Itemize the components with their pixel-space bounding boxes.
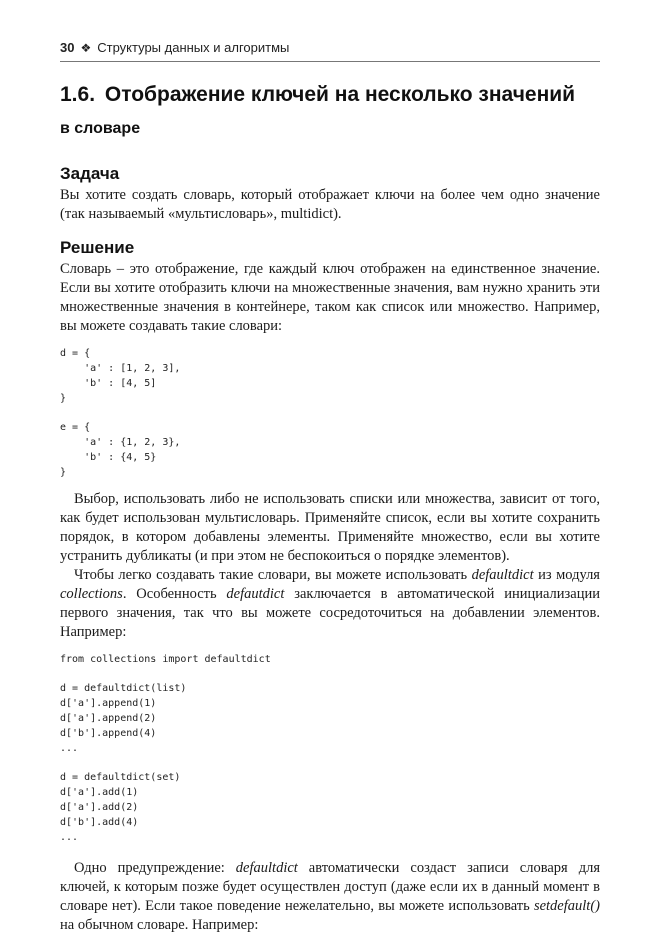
choice-paragraph: Выбор, использовать либо не использовать списки или множества, зависит от того, как будет использован мультисловарь. Применяйте список, если вы хотите сохранить порядок, в котором добавлены элементы. Применяйте множество, если вы хотите устранить дубликаты (и при этом не беспокоиться о порядке элементов). (60, 491, 600, 564)
section-title-line1: Отображение ключей на несколько значений (104, 83, 576, 106)
defaultdict-paragraph: Чтобы легко создавать такие словари, вы можете использовать defaultdict из модуля collections. Особенность defautdict заключается в автоматической инициализации первого значения, так что вы можете сосредоточиться на добавлении элементов. Например: (60, 567, 600, 640)
warning-paragraph: Одно предупреждение: defaultdict автоматически создаст записи словаря для ключей, к которым позже будет осуществлен доступ (даже если их в данный момент в словаре нет). Если такое поведение нежелательно, вы можете использовать setdefault() на обычном словаре. Например: (60, 860, 601, 933)
code-block-defaultdict-list: d = defaultdict(list) d['a'].append(1) d['a'].append(2) d['b'].append(4) ... (60, 683, 187, 754)
defaultdict-term: defaultdict (471, 567, 534, 583)
code-block-list-dict: d = { 'a' : [1, 2, 3], 'b' : [4, 5] } (60, 348, 181, 404)
defaultdict-term: defaultdict (235, 860, 298, 876)
task-paragraph: Вы хотите создать словарь, который отображает ключи на более чем одно значение (так называемый «мультисловарь», multidict). (60, 187, 600, 222)
task-heading: Задача (60, 164, 120, 183)
book-page (60, 40, 600, 935)
solution-intro-paragraph: Словарь – это отображение, где каждый ключ отображен на единственное значение. Если вы хотите отобразить ключи на множественные значения, вам нужно хранить эти множественные значения в контейнере, таком как список или множество. Например, вы можете создавать такие словари: (60, 261, 600, 334)
code-block-defaultdict-set: d = defaultdict(set) d['a'].add(1) d['a'].add(2) d['b'].add(4) ... (60, 772, 181, 843)
page-number: 30 (60, 40, 75, 55)
code-block-import: from collections import defaultdict (60, 654, 271, 665)
collections-term: collections (60, 586, 123, 602)
chapter-title: Структуры данных и алгоритмы (97, 40, 290, 55)
solution-heading: Решение (60, 238, 135, 257)
section-title-line2: в словаре (60, 120, 141, 137)
defautdict-term: defautdict (226, 586, 285, 602)
setdefault-term: setdefault() (533, 898, 600, 914)
section-heading (60, 78, 600, 146)
section-number: 1.6. (60, 83, 96, 106)
code-block-set-dict: e = { 'a' : {1, 2, 3}, 'b' : {4, 5} } (60, 422, 181, 478)
diamond-separator-icon: ❖ (80, 40, 92, 55)
running-header (60, 40, 600, 62)
